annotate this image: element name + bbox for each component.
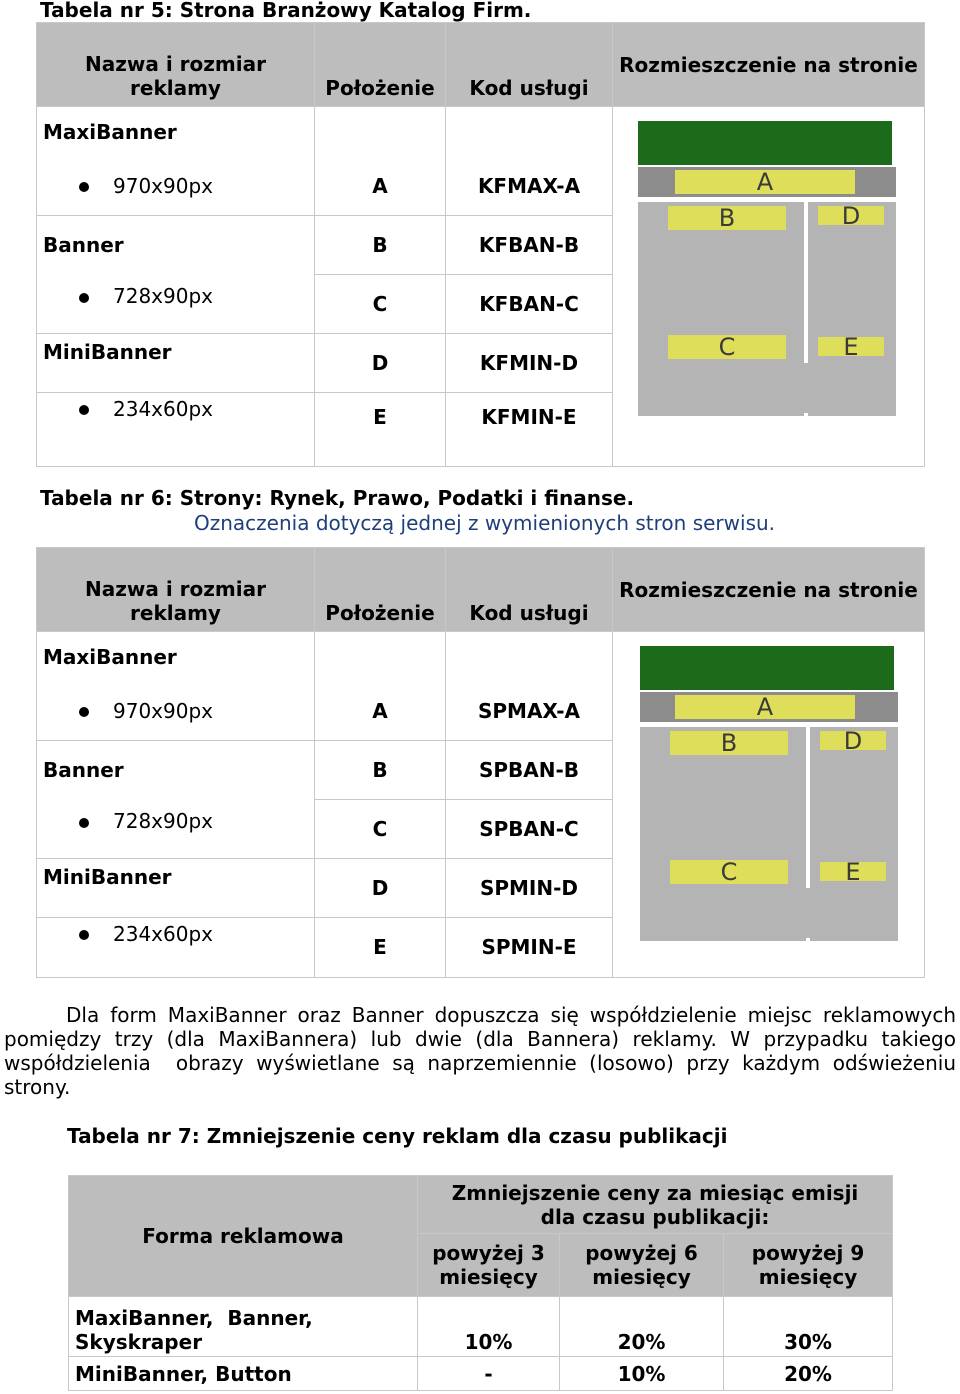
table5-pos-d: D xyxy=(315,333,446,392)
maxibanner-slot-green xyxy=(640,646,894,690)
table6-title: Tabela nr 6: Strony: Rynek, Prawo, Podatki i finanse. xyxy=(40,486,635,510)
table7-row-maxi-9m: 30% xyxy=(724,1297,893,1357)
bullet-icon xyxy=(79,405,89,415)
slot-b: B xyxy=(668,206,786,230)
bullet-icon xyxy=(79,930,89,940)
table6-code-e: SPMIN-E xyxy=(446,917,613,977)
panel-bottom xyxy=(640,888,898,938)
table6-pos-c: C xyxy=(315,799,446,858)
table5-header-name: Nazwa i rozmiar reklamy xyxy=(37,23,315,107)
table7 xyxy=(68,1175,893,1391)
table6-group-banner: Banner xyxy=(37,740,315,799)
table6-size-mini: 234x60px xyxy=(37,917,315,977)
table5-group-maxi: MaxiBanner xyxy=(37,107,315,158)
table6-pos-b: B xyxy=(315,740,446,799)
table5-size-mini: 234x60px xyxy=(37,392,315,466)
table6-code-b: SPBAN-B xyxy=(446,740,613,799)
table6-subtitle: Oznaczenia dotyczą jednej z wymienionych stron serwisu. xyxy=(194,511,776,535)
table7-title: Tabela nr 7: Zmniejszenie ceny reklam dla czasu publikacji xyxy=(67,1124,728,1148)
table6-code-d: SPMIN-D xyxy=(446,858,613,917)
table5-code-e: KFMIN-E xyxy=(446,392,613,466)
table6-code-a: SPMAX-A xyxy=(446,682,613,740)
slot-e: E xyxy=(820,862,886,881)
table6-header-code: Kod usługi xyxy=(446,548,613,632)
slot-e: E xyxy=(818,337,884,356)
table5-pos-c: C xyxy=(315,274,446,333)
table6-size-maxi: 970x90px xyxy=(37,682,315,740)
table7-header-discount: Zmniejszenie ceny za miesiąc emisji dla czasu publikacji: xyxy=(418,1176,893,1234)
table6-group-mini: MiniBanner xyxy=(43,864,172,889)
table5-header-placement: Rozmieszczenie na stronie xyxy=(613,23,925,107)
table7-row-mini-9m: 20% xyxy=(724,1357,893,1391)
bullet-icon xyxy=(79,182,89,192)
table7-row-maxi-3m: 10% xyxy=(418,1297,560,1357)
bullet-icon xyxy=(79,818,89,828)
table6 xyxy=(36,547,925,978)
table7-header-form: Forma reklamowa xyxy=(69,1176,418,1297)
sharing-note-paragraph xyxy=(4,1003,956,1099)
maxibanner-slot-green xyxy=(638,121,892,165)
table6-pos-e: E xyxy=(315,917,446,977)
table5-code-c: KFBAN-C xyxy=(446,274,613,333)
table5-code-a: KFMAX-A xyxy=(446,157,613,215)
table7-row-maxi-6m: 20% xyxy=(560,1297,724,1357)
table5-title: Tabela nr 5: Strona Branżowy Katalog Firm. xyxy=(40,0,532,22)
table5 xyxy=(36,22,925,467)
table7-row-mini-3m: - xyxy=(418,1357,560,1391)
table7-row-maxi-form: MaxiBanner, Banner, Skyskraper xyxy=(69,1297,418,1357)
table5-group-banner: Banner xyxy=(37,215,315,274)
table5-placement-diagram xyxy=(613,107,925,467)
table5-code-d: KFMIN-D xyxy=(446,333,613,392)
table7-header-period-6: powyżej 6 miesięcy xyxy=(560,1234,724,1297)
table5-code-b: KFBAN-B xyxy=(446,215,613,274)
slot-a: A xyxy=(675,695,855,719)
table7-row-mini-form: MiniBanner, Button xyxy=(69,1357,418,1391)
slot-d: D xyxy=(818,206,884,225)
paragraph-line-4: strony. xyxy=(4,1075,71,1099)
table5-header-code: Kod usługi xyxy=(446,23,613,107)
slot-d: D xyxy=(820,731,886,750)
table5-group-mini: MiniBanner xyxy=(43,339,172,364)
paragraph-line-1: Dla form MaxiBanner oraz Banner dopuszcza się współdzielenie miejsc reklamowych xyxy=(66,1003,956,1027)
table5-pos-e: E xyxy=(315,392,446,466)
table6-placement-diagram xyxy=(613,632,925,978)
table6-size-banner: 728x90px xyxy=(37,799,315,858)
table7-header-period-3: powyżej 3 miesięcy xyxy=(418,1234,560,1297)
bullet-icon xyxy=(79,293,89,303)
slot-c: C xyxy=(670,860,788,884)
slot-c: C xyxy=(668,335,786,359)
table6-mini-cell xyxy=(37,858,315,917)
slot-a: A xyxy=(675,170,855,194)
table5-mini-cell xyxy=(37,333,315,392)
table5-pos-b: B xyxy=(315,215,446,274)
table6-pos-a: A xyxy=(315,682,446,740)
table6-code-c: SPBAN-C xyxy=(446,799,613,858)
table5-size-banner: 728x90px xyxy=(37,274,315,333)
paragraph-line-3: współdzielenia obrazy wyświetlane są naprzemiennie (losowo) przy każdym odświeżeniu xyxy=(4,1051,956,1075)
table5-pos-a: A xyxy=(315,157,446,215)
table5-size-maxi: 970x90px xyxy=(37,157,315,215)
panel-bottom xyxy=(638,363,896,413)
table6-pos-d: D xyxy=(315,858,446,917)
slot-b: B xyxy=(670,731,788,755)
table6-header-placement: Rozmieszczenie na stronie xyxy=(613,548,925,632)
table7-header-period-9: powyżej 9 miesięcy xyxy=(724,1234,893,1297)
bullet-icon xyxy=(79,707,89,717)
table6-header-name: Nazwa i rozmiar reklamy xyxy=(37,548,315,632)
table6-group-maxi: MaxiBanner xyxy=(37,632,315,683)
table6-header-position: Położenie xyxy=(315,548,446,632)
paragraph-line-2: pomiędzy trzy (dla MaxiBannera) lub dwie (dla Bannera) reklamy. W przypadku takiego xyxy=(4,1027,956,1051)
table5-header-position: Położenie xyxy=(315,23,446,107)
table7-row-mini-6m: 10% xyxy=(560,1357,724,1391)
